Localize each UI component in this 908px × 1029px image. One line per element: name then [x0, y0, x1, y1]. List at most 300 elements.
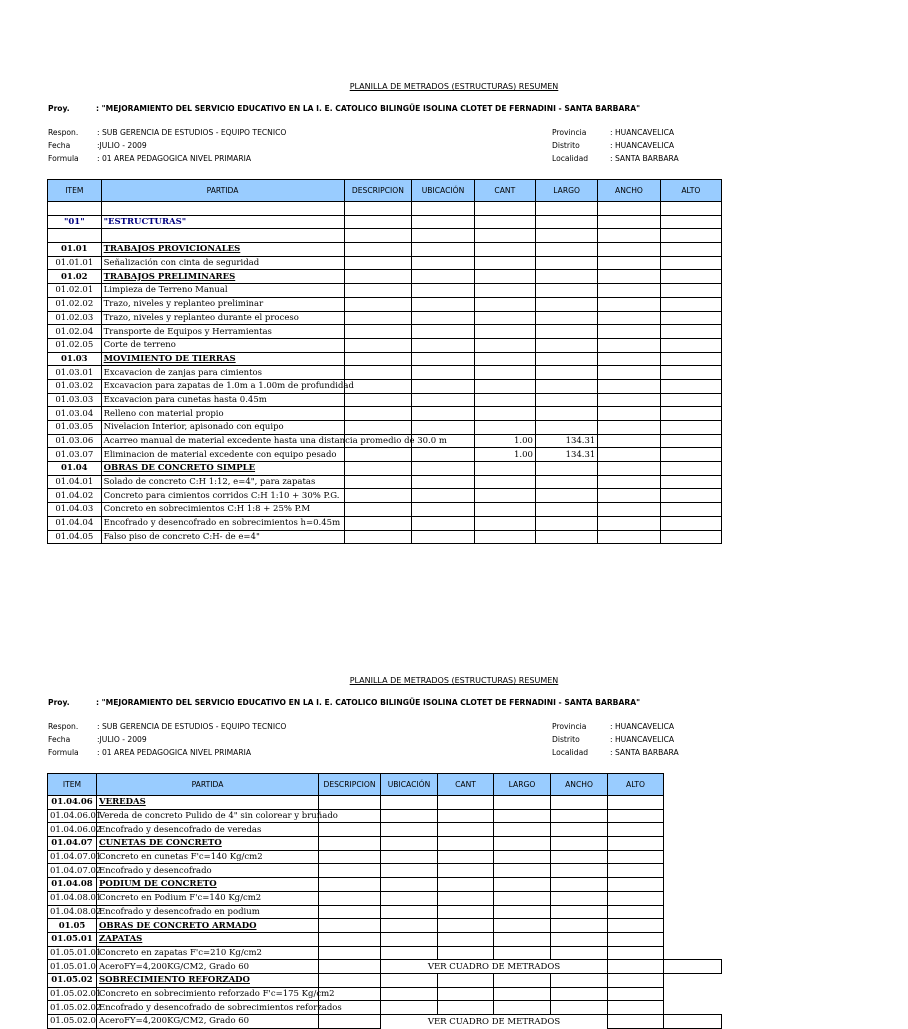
partida-cell: Falso piso de concreto C:H- de e=4" [101, 530, 344, 544]
alto-cell [660, 366, 721, 380]
note-cell: VER CUADRO DE METRADOS [381, 1015, 608, 1029]
ubicacion-cell [412, 475, 474, 489]
ancho-cell [551, 932, 608, 946]
table-row [48, 489, 722, 503]
descripcion-cell [344, 530, 412, 544]
localidad-value: : SANTA BARBARA [610, 154, 679, 163]
ancho-cell [598, 462, 660, 476]
cant-cell [438, 987, 494, 1001]
largo-cell [494, 905, 551, 919]
descripcion-cell [319, 932, 381, 946]
respon-label: Respon. [48, 722, 79, 731]
descripcion-cell [344, 448, 412, 462]
sheet-title: PLANILLA DE METRADOS (ESTRUCTURAS) RESUMEN [349, 676, 559, 685]
largo-cell [535, 516, 597, 530]
item-cell: 01.04.06 [48, 796, 97, 810]
ubicacion-cell [412, 489, 474, 503]
partida-cell: Encofrado y desencofrado en podium [97, 905, 319, 919]
ancho-cell [598, 366, 660, 380]
descripcion-cell [319, 796, 381, 810]
item-cell: 01.03.05 [48, 421, 102, 435]
cant-cell [474, 393, 535, 407]
table-row [48, 946, 722, 960]
item-cell: 01.05.01.01 [48, 946, 97, 960]
alto-cell [660, 503, 721, 517]
descripcion-cell [344, 407, 412, 421]
alto-cell [608, 919, 664, 933]
table-row [48, 905, 722, 919]
metrados-table-1 [47, 179, 722, 544]
ancho-cell [551, 823, 608, 837]
largo-cell [494, 946, 551, 960]
descripcion-cell [344, 516, 412, 530]
descripcion-cell [344, 379, 412, 393]
ubicacion-cell [412, 366, 474, 380]
table-row [48, 823, 722, 837]
item-cell: 01.03 [48, 352, 102, 366]
localidad-label: Localidad [552, 748, 589, 757]
ancho-cell [551, 878, 608, 892]
partida-cell: Concreto en Podium F'c=140 Kg/cm2 [97, 891, 319, 905]
fecha-label: Fecha [48, 735, 71, 744]
partida-cell: MOVIMIENTO DE TIERRAS [101, 352, 344, 366]
partida-cell [101, 229, 344, 243]
table-row [48, 338, 722, 352]
item-cell: 01.04.08.02 [48, 905, 97, 919]
ancho-cell [551, 919, 608, 933]
partida-cell: Vereda de concreto Pulido de 4" sin colorear y bruñado [97, 809, 319, 823]
alto-cell [660, 489, 721, 503]
cant-cell [438, 864, 494, 878]
alto-cell [660, 379, 721, 393]
partida-cell: TRABAJOS PRELIMINARES [101, 270, 344, 284]
largo-cell: 134.31 [535, 434, 597, 448]
partida-cell: Trazo, niveles y replanteo durante el proceso [101, 311, 344, 325]
cant-cell [474, 489, 535, 503]
largo-cell [494, 987, 551, 1001]
ubicacion-cell [381, 891, 438, 905]
ubicacion-cell [412, 297, 474, 311]
ubicacion-cell [381, 919, 438, 933]
respon-label: Respon. [48, 128, 79, 137]
item-cell: 01.05.02.02 [48, 1001, 97, 1015]
descripcion-cell [319, 823, 381, 837]
cant-cell [474, 503, 535, 517]
largo-cell [535, 489, 597, 503]
ancho-cell [598, 503, 660, 517]
partida-cell: Encofrado y desencofrado en sobrecimientos h=0.45m [101, 516, 344, 530]
item-cell: 01.02.01 [48, 284, 102, 298]
item-cell: 01.03.06 [48, 434, 102, 448]
item-cell: 01.02.02 [48, 297, 102, 311]
ancho-cell [598, 379, 660, 393]
partida-cell: Eliminacion de material excedente con equipo pesado [101, 448, 344, 462]
descripcion-cell [344, 215, 412, 229]
alto-cell [660, 516, 721, 530]
descripcion-cell [344, 270, 412, 284]
ubicacion-cell [412, 215, 474, 229]
descripcion-cell [344, 421, 412, 435]
ancho-cell [551, 864, 608, 878]
ancho-cell [551, 891, 608, 905]
alto-cell [660, 448, 721, 462]
item-cell: 01.04.06.01 [48, 809, 97, 823]
table-row [48, 462, 722, 476]
alto-cell [660, 393, 721, 407]
col-cant: CANT [474, 180, 535, 202]
ancho-cell [551, 809, 608, 823]
partida-cell: "ESTRUCTURAS" [101, 215, 344, 229]
fecha-label: Fecha [48, 141, 71, 150]
alto-cell [660, 462, 721, 476]
ubicacion-cell [381, 932, 438, 946]
table-row [48, 407, 722, 421]
partida-cell: Concreto para cimientos corridos C:H 1:10 + 30% P.G. [101, 489, 344, 503]
ancho-cell [551, 796, 608, 810]
localidad-value: : SANTA BARBARA [610, 748, 679, 757]
item-cell: 01.04.08 [48, 878, 97, 892]
item-cell: 01.03.03 [48, 393, 102, 407]
table-row [48, 864, 722, 878]
descripcion-cell [319, 891, 381, 905]
alto-cell [660, 311, 721, 325]
partida-cell: Trazo, niveles y replanteo preliminar [101, 297, 344, 311]
ubicacion-cell [412, 516, 474, 530]
ubicacion-cell [412, 462, 474, 476]
table-row [48, 891, 722, 905]
cant-cell [474, 530, 535, 544]
distrito-label: Distrito [552, 735, 580, 744]
ubicacion-cell [381, 973, 438, 987]
partida-cell: Encofrado y desencofrado de sobrecimientos reforzados [97, 1001, 319, 1015]
largo-cell [494, 850, 551, 864]
ubicacion-cell [381, 905, 438, 919]
cant-cell [438, 796, 494, 810]
table-row [48, 434, 722, 448]
cant-cell [474, 475, 535, 489]
item-cell: 01.05 [48, 919, 97, 933]
respon-value: : SUB GERENCIA DE ESTUDIOS - EQUIPO TECNICO [97, 722, 287, 731]
partida-cell: Concreto en cunetas F'c=140 Kg/cm2 [97, 850, 319, 864]
partida-cell: OBRAS DE CONCRETO SIMPLE [101, 462, 344, 476]
ancho-cell [598, 393, 660, 407]
ubicacion-cell [412, 530, 474, 544]
descripcion-cell [344, 338, 412, 352]
alto-cell [608, 796, 664, 810]
ubicacion-cell [412, 393, 474, 407]
table-row [48, 878, 722, 892]
partida-cell: SOBRECIMIENTO REFORZADO [97, 973, 319, 987]
item-cell [48, 202, 102, 216]
col-ubicacion: UBICACIÓN [412, 180, 474, 202]
descripcion-cell [344, 243, 412, 257]
formula-label: Formula [48, 748, 79, 757]
item-cell: 01.05.02.0 [48, 1015, 97, 1029]
distrito-value: : HUANCAVELICA [610, 141, 675, 150]
alto-cell [608, 837, 664, 851]
cant-cell [438, 932, 494, 946]
descripcion-cell [319, 973, 381, 987]
col-alto: ALTO [608, 774, 664, 796]
formula-label: Formula [48, 154, 79, 163]
formula-value: : 01 AREA PEDAGOGICA NIVEL PRIMARIA [97, 748, 252, 757]
item-cell: 01.04.07 [48, 837, 97, 851]
table-header-row [48, 180, 722, 202]
cant-cell [474, 462, 535, 476]
table-row [48, 973, 722, 987]
table-row [48, 379, 722, 393]
alto-cell [608, 932, 664, 946]
cant-cell [438, 905, 494, 919]
ubicacion-cell [381, 946, 438, 960]
descripcion-cell [344, 503, 412, 517]
table-row [48, 837, 722, 851]
cant-cell [474, 325, 535, 339]
cant-cell [474, 270, 535, 284]
provincia-label: Provincia [552, 722, 587, 731]
largo-cell [535, 352, 597, 366]
ancho-cell [598, 434, 660, 448]
ancho-cell [551, 905, 608, 919]
ubicacion-cell [381, 1001, 438, 1015]
alto-cell [660, 434, 721, 448]
ubicacion-cell [381, 796, 438, 810]
table-row [48, 919, 722, 933]
fecha-value: :JULIO - 2009 [97, 141, 147, 150]
partida-cell: Concreto en zapatas F'c=210 Kg/cm2 [97, 946, 319, 960]
cant-cell [474, 284, 535, 298]
cant-cell [438, 878, 494, 892]
largo-cell [494, 891, 551, 905]
ancho-cell [598, 475, 660, 489]
ubicacion-cell [412, 379, 474, 393]
table-row [48, 503, 722, 517]
ancho-cell [598, 284, 660, 298]
cant-cell [474, 311, 535, 325]
col-partida: PARTIDA [97, 774, 319, 796]
table-row [48, 1015, 722, 1029]
item-cell: 01.05.02.01 [48, 987, 97, 1001]
table-row [48, 475, 722, 489]
table-row [48, 960, 722, 974]
col-largo: LARGO [494, 774, 551, 796]
alto-cell [608, 809, 664, 823]
table-row [48, 530, 722, 544]
ubicacion-cell [381, 850, 438, 864]
ancho-cell [598, 215, 660, 229]
partida-cell: Excavacion de zanjas para cimientos [101, 366, 344, 380]
alto-cell [660, 243, 721, 257]
cant-cell [474, 407, 535, 421]
ancho-cell [598, 489, 660, 503]
cant-cell: 1.00 [474, 434, 535, 448]
cant-cell [438, 973, 494, 987]
ubicacion-cell [412, 202, 474, 216]
partida-cell: Nivelacion Interior, apisonado con equipo [101, 421, 344, 435]
item-cell: 01.04.06.02 [48, 823, 97, 837]
table-row [48, 850, 722, 864]
item-cell: 01.04.05 [48, 530, 102, 544]
distrito-label: Distrito [552, 141, 580, 150]
distrito-value: : HUANCAVELICA [610, 735, 675, 744]
ubicacion-cell [412, 256, 474, 270]
largo-cell [494, 809, 551, 823]
ancho-cell [551, 1001, 608, 1015]
alto-cell [660, 297, 721, 311]
alto-cell [660, 215, 721, 229]
alto-cell [660, 421, 721, 435]
cant-cell [438, 891, 494, 905]
descripcion-cell [344, 462, 412, 476]
partida-cell: Concreto en sobrecimientos C:H 1:8 + 25% P.M [101, 503, 344, 517]
ubicacion-cell [412, 407, 474, 421]
partida-cell: AceroFY=4,200KG/CM2, Grado 60 [97, 960, 319, 974]
ancho-cell [598, 530, 660, 544]
alto-cell [608, 946, 664, 960]
item-cell: 01.04 [48, 462, 102, 476]
ancho-cell [551, 946, 608, 960]
largo-cell [535, 325, 597, 339]
ubicacion-cell [381, 823, 438, 837]
alto-cell [608, 987, 664, 1001]
partida-cell: PODIUM DE CONCRETO [97, 878, 319, 892]
partida-cell: Limpieza de Terreno Manual [101, 284, 344, 298]
partida-cell: Encofrado y desencofrado [97, 864, 319, 878]
largo-cell [535, 215, 597, 229]
col-item: ITEM [48, 180, 102, 202]
ancho-cell [551, 987, 608, 1001]
table-row [48, 270, 722, 284]
alto-cell [660, 352, 721, 366]
largo-cell [535, 475, 597, 489]
partida-cell: Transporte de Equipos y Herramientas [101, 325, 344, 339]
largo-cell [535, 462, 597, 476]
col-descripcion: DESCRIPCION [344, 180, 412, 202]
alto-cell [660, 256, 721, 270]
alto-cell [608, 878, 664, 892]
cant-cell [474, 366, 535, 380]
table-row [48, 243, 722, 257]
descripcion-cell [344, 366, 412, 380]
cant-cell [438, 946, 494, 960]
partida-cell: Acarreo manual de material excedente hasta una distancia promedio de 30.0 m [101, 434, 344, 448]
item-cell: 01.03.01 [48, 366, 102, 380]
table-row [48, 932, 722, 946]
cant-cell [474, 352, 535, 366]
descripcion-cell [344, 311, 412, 325]
descripcion-cell [319, 960, 381, 974]
largo-cell [494, 864, 551, 878]
descripcion-cell [344, 229, 412, 243]
partida-cell: Encofrado y desencofrado de veredas [97, 823, 319, 837]
proy-label: Proy. [48, 698, 70, 707]
descripcion-cell [344, 284, 412, 298]
ubicacion-cell [412, 352, 474, 366]
proy-value: : "MEJORAMIENTO DEL SERVICIO EDUCATIVO EN LA I. E. CATOLICO BILINGÜE ISOLINA CLOTET DE FERNADINI - SANTA BARBARA" [96, 104, 641, 113]
table-row [48, 421, 722, 435]
descripcion-cell [319, 946, 381, 960]
provincia-value: : HUANCAVELICA [610, 722, 675, 731]
alto-cell [608, 864, 664, 878]
localidad-label: Localidad [552, 154, 589, 163]
ubicacion-cell [412, 270, 474, 284]
fecha-value: :JULIO - 2009 [97, 735, 147, 744]
ubicacion-cell [381, 809, 438, 823]
item-cell: 01.03.04 [48, 407, 102, 421]
largo-cell [535, 229, 597, 243]
item-cell: 01.04.04 [48, 516, 102, 530]
table-header-row [48, 774, 722, 796]
partida-cell: Solado de concreto C:H 1:12, e=4", para zapatas [101, 475, 344, 489]
alto-cell [660, 338, 721, 352]
metrados-table-2 [47, 773, 722, 1029]
largo-cell [535, 393, 597, 407]
col-partida: PARTIDA [101, 180, 344, 202]
largo-cell [535, 297, 597, 311]
descripcion-cell [344, 393, 412, 407]
provincia-label: Provincia [552, 128, 587, 137]
largo-cell [494, 973, 551, 987]
col-item: ITEM [48, 774, 97, 796]
ancho-cell [551, 973, 608, 987]
ubicacion-cell [412, 229, 474, 243]
ubicacion-cell [381, 864, 438, 878]
largo-cell [535, 366, 597, 380]
partida-cell: Relleno con material propio [101, 407, 344, 421]
largo-cell [535, 407, 597, 421]
largo-cell [535, 530, 597, 544]
item-cell: 01.01 [48, 243, 102, 257]
cant-cell [438, 1001, 494, 1015]
largo-cell: 134.31 [535, 448, 597, 462]
alto-cell [608, 891, 664, 905]
ubicacion-cell [412, 338, 474, 352]
partida-cell: Señalización con cinta de seguridad [101, 256, 344, 270]
item-cell: "01" [48, 215, 102, 229]
item-cell: 01.03.07 [48, 448, 102, 462]
sheet-title: PLANILLA DE METRADOS (ESTRUCTURAS) RESUMEN [349, 82, 559, 91]
proy-label: Proy. [48, 104, 70, 113]
partida-cell: Concreto en sobrecimiento reforzado F'c=175 Kg/cm2 [97, 987, 319, 1001]
cant-cell [474, 243, 535, 257]
col-descripcion: DESCRIPCION [319, 774, 381, 796]
table-row [48, 297, 722, 311]
largo-cell [535, 338, 597, 352]
table-row [48, 311, 722, 325]
item-cell: 01.03.02 [48, 379, 102, 393]
ubicacion-cell [412, 284, 474, 298]
ancho-cell [598, 297, 660, 311]
partida-cell: TRABAJOS PROVICIONALES [101, 243, 344, 257]
cant-cell [438, 919, 494, 933]
partida-cell: VEREDAS [97, 796, 319, 810]
table-row [48, 516, 722, 530]
formula-value: : 01 AREA PEDAGOGICA NIVEL PRIMARIA [97, 154, 252, 163]
largo-cell [494, 1001, 551, 1015]
note-cell: VER CUADRO DE METRADOS [381, 960, 608, 974]
descripcion-cell [319, 837, 381, 851]
largo-cell [535, 256, 597, 270]
col-ubicacion: UBICACIÓN [381, 774, 438, 796]
cant-cell [474, 421, 535, 435]
descripcion-cell [344, 325, 412, 339]
table-row [48, 448, 722, 462]
ancho-cell [598, 311, 660, 325]
cant-cell [438, 850, 494, 864]
descripcion-cell [319, 1015, 381, 1029]
ubicacion-cell [412, 448, 474, 462]
ancho-cell [551, 837, 608, 851]
